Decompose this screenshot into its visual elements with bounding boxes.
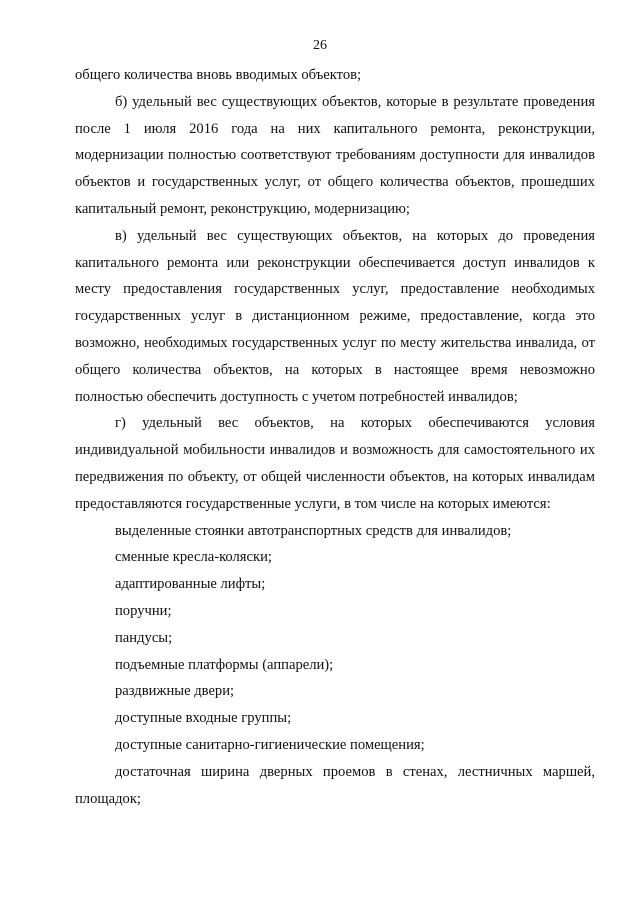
list-item: поручни; xyxy=(115,602,172,619)
paragraph-v: в) удельный вес существующих объектов, на которых до проведения капитального ремонта или реконструкции обеспечивается доступ инвалидов к месту предоставления государственных услуг, предоставление необходимых государственных услуг в дистанционном режиме, предоставление, когда это возможно, необходимых государственных услуг по месту жительства инвалида, от общего количества объектов, на которых в настоящее время невозможно полностью обеспечить доступность с учетом потребностей инвалидов; xyxy=(75,227,595,405)
page-number: 26 xyxy=(313,38,327,53)
paragraph-continuation: общего количества вновь вводимых объектов; xyxy=(75,67,362,83)
paragraph-b: б) удельный вес существующих объектов, которые в результате проведения после 1 июля 2016 года на них капитального ремонта, реконструкции, модернизации полностью соответствуют требованиям доступности для инвалидов объектов и государственных услуг, от общего количества объектов, прошедших капитальный ремонт, реконструкцию, модернизацию; xyxy=(75,93,595,217)
paragraph-g: г) удельный вес объектов, на которых обеспечиваются условия индивидуальной мобильности инвалидов и возможность для самостоятельного их передвижения по объекту, от общей численности объектов, на которых инвалидам предоставляются государственные услуги, в том числе на которых имеются: xyxy=(75,415,595,512)
document-body xyxy=(75,62,595,812)
list-item: подъемные платформы (аппарели); xyxy=(115,656,334,673)
list-item: доступные санитарно-гигиенические помещения; xyxy=(115,736,425,753)
list-item: выделенные стоянки автотранспортных средств для инвалидов; xyxy=(115,522,512,539)
list-item: сменные кресла-коляски; xyxy=(115,549,272,566)
list-item: раздвижные двери; xyxy=(115,683,235,700)
list-item: адаптированные лифты; xyxy=(115,576,266,593)
list-item: достаточная ширина дверных проемов в стенах, лестничных маршей, площадок; xyxy=(75,763,595,807)
list-item: доступные входные группы; xyxy=(115,710,292,727)
list-item: пандусы; xyxy=(115,629,173,646)
